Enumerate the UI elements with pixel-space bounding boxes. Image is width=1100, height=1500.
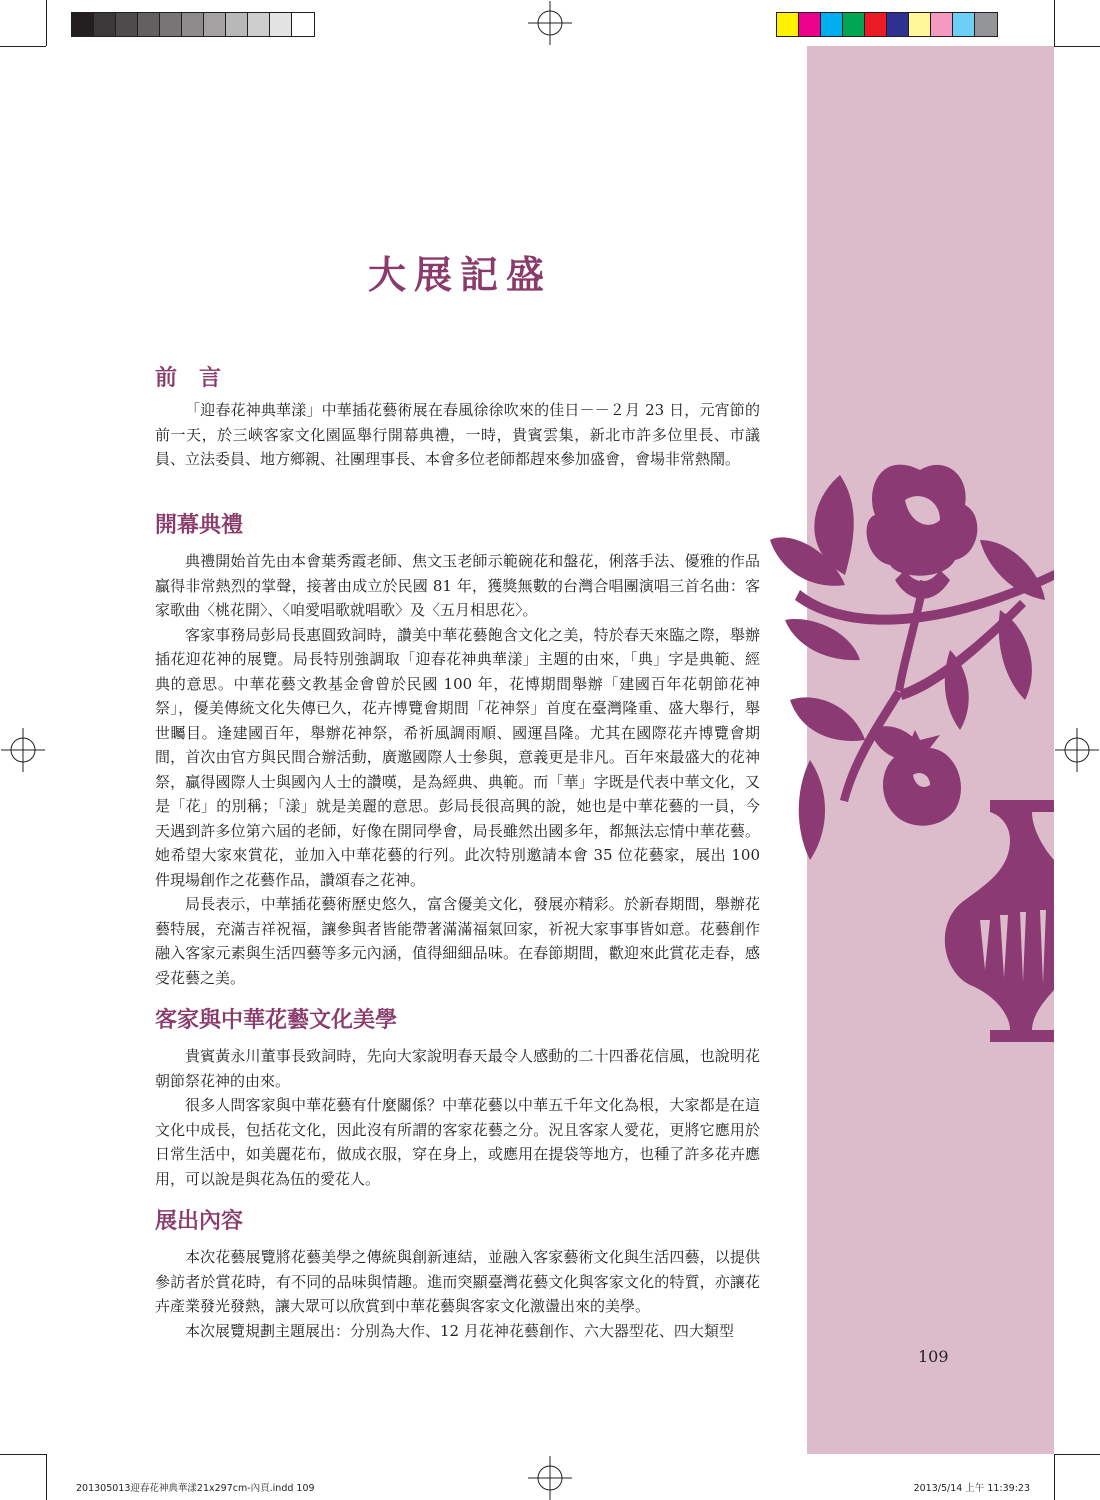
paragraph: 客家事務局彭局長惠圓致詞時，讚美中華花藝飽含文化之美，特於春天來臨之際，舉辦插花迎花神的展覽。局長特別強調取「迎春花神典華漾」主題的由來，「典」字是典範、經典的意思。中華花藝文教基金會曾於民國 100 年，花博期間舉辦「建國百年花朝節花神祭」，優美傳統文化失傳已久，花卉博覽會期間「花神祭」首度在臺灣隆重、盛大舉行，舉世矚目。逢建國百年，舉辦花神祭，希祈風調雨順、國運昌隆。尤其在國際花卉博覽會期間，首次由官方與民間合辦活動，廣邀國際人士參與，意義更是非凡。百年來最盛大的花神祭，贏得國際人士與國內人士的讚嘆，是為經典、典範。而「華」字既是代表中華文化，又是「花」的別稱；「漾」就是美麗的意思。彭局長很高興的說，她也是中華花藝的一員，今天遇到許多位第六屆的老師，好像在開同學會，局長雖然出國多年，都無法忘情中華花藝。她希望大家來賞花，並加入中華花藝的行列。此次特別邀請本會 35 位花藝家，展出 100 件現場創作之花藝作品，讚頌春之花神。 bbox=[155, 625, 760, 889]
paragraph: 很多人問客家與中華花藝有什麼關係？中華花藝以中華五千年文化為根，大家都是在這文化中成長，包括花文化，因此沒有所謂的客家花藝之分。況且客家人愛花，更將它應用於日常生活中，如美麗花布，做成衣服，穿在身上，或應用在提袋等地方，也種了許多花卉應用，可以說是與花為伍的愛花人。 bbox=[155, 1096, 760, 1188]
crop-mark bbox=[1054, 1454, 1055, 1500]
color-swatch bbox=[931, 13, 953, 36]
color-swatch bbox=[887, 13, 909, 36]
crop-mark bbox=[0, 1454, 46, 1455]
color-swatch bbox=[843, 13, 865, 36]
color-swatch bbox=[248, 13, 270, 36]
color-swatch bbox=[94, 13, 116, 36]
color-swatch bbox=[116, 13, 138, 36]
registration-mark-icon bbox=[528, 1, 572, 45]
section-heading-hakka-aesthetics: 客家與中華花藝文化美學 bbox=[155, 1007, 398, 1033]
registration-mark-icon bbox=[1055, 728, 1099, 772]
crop-mark bbox=[1054, 0, 1055, 46]
paragraph: 「迎春花神典華漾」中華插花藝術展在春風徐徐吹來的佳日－－２月 23 日，元宵節的前一天，於三峽客家文化園區舉行開幕典禮，一時，貴賓雲集，新北市許多位里長、市議員、立法委員、地方鄉親、社團理事長、本會多位老師都趕來參加盛會，會場非常熱鬧。 bbox=[155, 401, 760, 468]
paragraph: 局長表示，中華插花藝術歷史悠久，富含優美文化，發展亦精彩。於新春期間，舉辦花藝特展，充滿吉祥祝福，讓參與者皆能帶著滿滿福氣回家，祈祝大家事事皆如意。花藝創作融入客家元素與生活四藝等多元內涵，值得細細品味。在春節期間，歡迎來此賞花走春，感受花藝之美。 bbox=[155, 895, 760, 987]
grayscale-swatch-bar bbox=[71, 12, 315, 37]
color-swatch bbox=[292, 13, 314, 36]
floral-vase-illustration bbox=[770, 430, 1054, 1260]
crop-mark bbox=[46, 0, 47, 46]
paragraph: 本次展覽規劃主題展出：分別為大作、12 月花神花藝創作、六大器型花、四大類型 bbox=[185, 1321, 734, 1340]
section-body-foreword bbox=[155, 398, 760, 472]
paragraph: 典禮開始首先由本會葉秀霞老師、焦文玉老師示範碗花和盤花，俐落手法、優雅的作品贏得非常熱烈的掌聲，接著由成立於民國 81 年，獲獎無數的台灣合唱團演唱三首名曲：客家歌曲〈桃花開〉、〈咱愛唱歌就唱歌〉及〈五月相思花〉。 bbox=[155, 552, 760, 619]
color-swatch bbox=[799, 13, 821, 36]
paragraph: 貴賓黃永川董事長致詞時，先向大家說明春天最令人感動的二十四番花信風，也說明花朝節祭花神的由來。 bbox=[155, 1047, 760, 1090]
color-swatch bbox=[821, 13, 843, 36]
color-swatch bbox=[975, 13, 997, 36]
page-title: 大展記盛 bbox=[367, 252, 552, 297]
color-swatch bbox=[909, 13, 931, 36]
section-heading-exhibit-content: 展出內容 bbox=[155, 1208, 244, 1234]
color-swatch bbox=[777, 13, 799, 36]
crop-mark bbox=[46, 1454, 47, 1500]
color-swatch bbox=[865, 13, 887, 36]
paragraph: 本次花藝展覽將花藝美學之傳統與創新連結，並融入客家藝術文化與生活四藝，以提供參訪者於賞花時，有不同的品味與情趣。進而突顯臺灣花藝文化與客家文化的特質，亦讓花卉產業發光發熱，讓大眾可以欣賞到中華花藝與客家文化激盪出來的美學。 bbox=[155, 1248, 760, 1315]
color-swatch-bar bbox=[776, 12, 998, 37]
registration-mark-icon bbox=[1, 728, 45, 772]
section-heading-foreword: 前 言 bbox=[155, 365, 222, 391]
crop-mark bbox=[1054, 1454, 1100, 1455]
slug-timestamp: 2013/5/14 上午 11:39:23 bbox=[913, 1483, 1030, 1494]
color-swatch bbox=[160, 13, 182, 36]
color-swatch bbox=[953, 13, 975, 36]
page-number: 109 bbox=[918, 1347, 949, 1366]
color-swatch bbox=[204, 13, 226, 36]
color-swatch bbox=[72, 13, 94, 36]
color-swatch bbox=[182, 13, 204, 36]
color-swatch bbox=[270, 13, 292, 36]
color-swatch bbox=[226, 13, 248, 36]
registration-mark-icon bbox=[528, 1456, 572, 1500]
crop-mark bbox=[0, 46, 46, 47]
section-body-hakka-aesthetics bbox=[155, 1044, 760, 1191]
slug-file-info: 201305013迎春花神典華漾21x297cm-內頁.indd 109 bbox=[76, 1483, 315, 1494]
section-body-exhibit-content bbox=[155, 1245, 760, 1343]
section-body-opening-ceremony bbox=[155, 549, 760, 990]
color-swatch bbox=[138, 13, 160, 36]
crop-mark bbox=[1054, 46, 1100, 47]
section-heading-opening-ceremony: 開幕典禮 bbox=[155, 512, 244, 538]
